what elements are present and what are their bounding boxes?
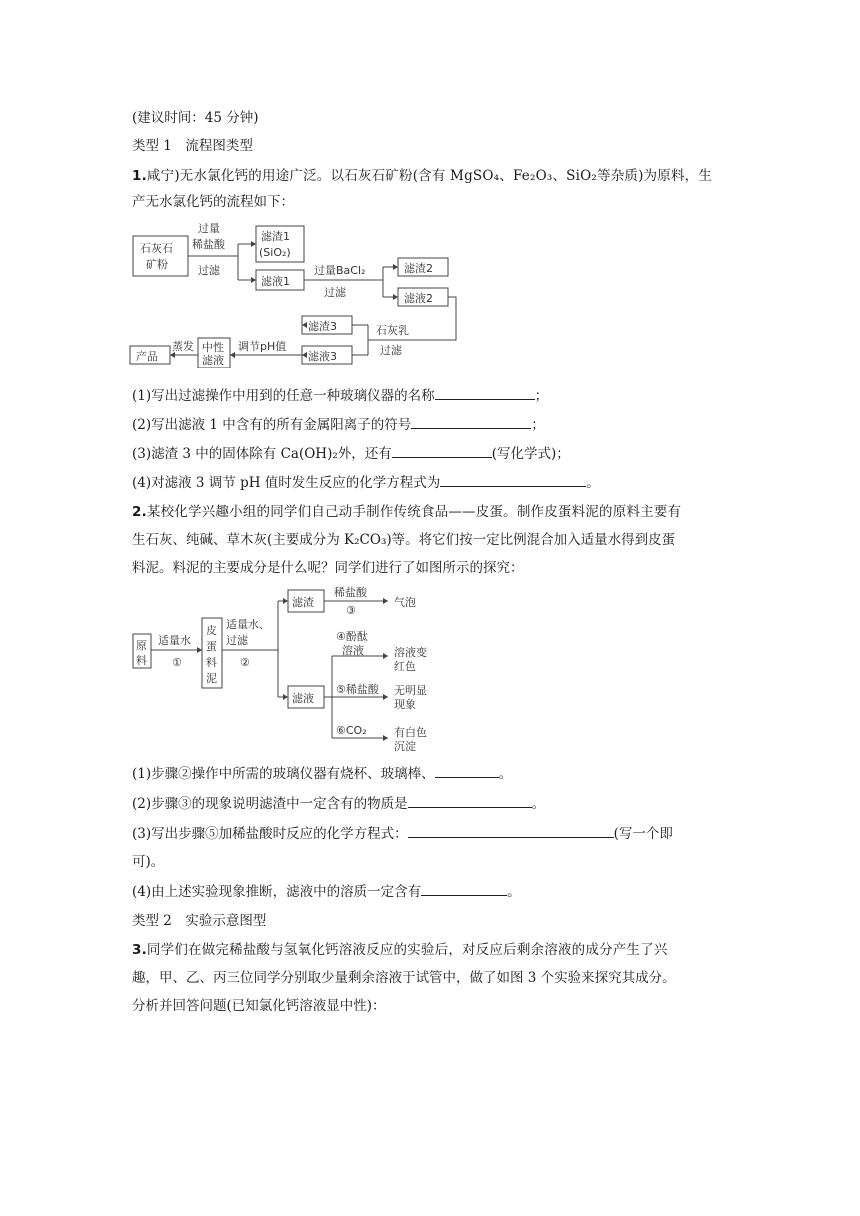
q2-raw2: 料 bbox=[136, 654, 147, 667]
q2-blank4[interactable] bbox=[421, 883, 507, 896]
q2-step2b: 过滤 bbox=[226, 634, 248, 647]
q2-result4a: 溶液变 bbox=[394, 646, 427, 659]
q2-mud3: 料 bbox=[206, 656, 217, 669]
q2-result6a: 有白色 bbox=[394, 726, 427, 739]
q1-product: 产品 bbox=[136, 350, 158, 363]
q1-step3-top: 石灰乳 bbox=[376, 324, 409, 337]
q1-raw-label2: 矿粉 bbox=[146, 258, 168, 271]
q1-residue1: 滤渣1 bbox=[261, 230, 290, 243]
q2-step1: 适量水 bbox=[158, 634, 191, 647]
q1-blank1[interactable] bbox=[435, 387, 535, 400]
q1-sub1: (1)写出过滤操作中用到的任意一种玻璃仪器的名称 ； bbox=[132, 388, 549, 404]
q1-step5: 蒸发 bbox=[172, 340, 194, 353]
q2-filtrate: 滤液 bbox=[292, 692, 314, 705]
q1-neutral2: 滤液 bbox=[202, 354, 224, 367]
q2-intro-line3: 料泥。料泥的主要成分是什么呢？同学们进行了如图所示的探究： bbox=[132, 560, 524, 576]
q1-blank2[interactable] bbox=[411, 416, 531, 429]
q2-number: 2. bbox=[132, 504, 147, 520]
q2-sub2: (2)步骤③的现象说明滤渣中一定含有的物质是 。 bbox=[132, 796, 546, 812]
q2-sub3-cont: 可)。 bbox=[132, 854, 165, 870]
q3-number: 3. bbox=[132, 942, 147, 958]
q2-flow-diagram bbox=[128, 586, 458, 754]
q1-filtrate2: 滤液2 bbox=[404, 292, 433, 305]
q2-intro-line1 bbox=[132, 500, 681, 520]
q1-step1-mid: 稀盐酸 bbox=[192, 238, 225, 251]
q2-sub1: (1)步骤②操作中所需的玻璃仪器有烧杯、玻璃棒、 。 bbox=[132, 766, 513, 782]
q1-intro-text: 咸宁)无水氯化钙的用途广泛。以石灰石矿粉(含有 MgSO₄、Fe₂O₃、SiO₂等杂质)为原料，生 bbox=[146, 168, 713, 184]
q1-step2-top: 过量BaCl₂ bbox=[314, 264, 366, 277]
q2-step3: 稀盐酸 bbox=[334, 586, 367, 599]
q1-step3-bot: 过滤 bbox=[380, 344, 402, 357]
q1-blank4[interactable] bbox=[440, 474, 586, 487]
q2-mud4: 泥 bbox=[206, 672, 217, 685]
q1-number: 1. bbox=[132, 168, 147, 184]
q2-residue: 滤渣 bbox=[292, 596, 314, 609]
type2-title: 类型 2 实验示意图型 bbox=[132, 913, 267, 929]
q2-step2: 适量水、 bbox=[226, 618, 270, 631]
q2-blank1[interactable] bbox=[435, 765, 499, 778]
q2-step4: ④酚酞 bbox=[336, 630, 368, 643]
q1-step1-top: 过量 bbox=[198, 222, 220, 235]
q1-step2-bot: 过滤 bbox=[324, 286, 346, 299]
q1-raw-label: 石灰石 bbox=[140, 242, 173, 255]
q2-result5b: 现象 bbox=[394, 698, 416, 711]
q2-mud1: 皮 bbox=[206, 624, 217, 637]
q2-blank3[interactable] bbox=[408, 825, 614, 838]
q1-residue2: 滤渣2 bbox=[404, 262, 433, 275]
q2-result3: 气泡 bbox=[394, 596, 416, 609]
q1-step4: 调节pH值 bbox=[238, 340, 287, 353]
q1-sub3: (3)滤渣 3 中的固体除有 Ca(OH)₂外，还有 (写化学式)； bbox=[132, 446, 570, 462]
type1-title: 类型 1 流程图类型 bbox=[132, 138, 253, 154]
q2-intro-line2: 生石灰、纯碱、草木灰(主要成分为 K₂CO₃)等。将它们按一定比例混合加入适量水得到皮蛋 bbox=[132, 532, 676, 548]
q2-result5a: 无明显 bbox=[394, 684, 427, 697]
q1-intro-line1 bbox=[132, 164, 712, 184]
suggested-time: (建议时间：45 分钟) bbox=[132, 110, 259, 126]
q1-sub2: (2)写出滤液 1 中含有的所有金属阳离子的符号 ； bbox=[132, 417, 545, 433]
q1-step1-bot: 过滤 bbox=[198, 264, 220, 277]
q1-flow-diagram bbox=[128, 218, 458, 368]
q2-step4b: 溶液 bbox=[342, 644, 364, 657]
q1-residue1-sub: (SiO₂) bbox=[259, 246, 291, 259]
q1-blank3[interactable] bbox=[392, 445, 492, 458]
q3-line2: 趣，甲、乙、丙三位同学分别取少量剩余溶液于试管中，做了如图 3 个实验来探究其成分。 bbox=[132, 970, 676, 986]
q3-line1 bbox=[132, 938, 668, 958]
q3-text: 同学们在做完稀盐酸与氢氧化钙溶液反应的实验后，对反应后剩余溶液的成分产生了兴 bbox=[146, 942, 668, 958]
q2-step2-num: ② bbox=[240, 656, 250, 669]
q3-line3: 分析并回答问题(已知氯化钙溶液显中性)： bbox=[132, 998, 386, 1014]
q2-sub3: (3)写出步骤⑤加稀盐酸时反应的化学方程式： (写一个即 bbox=[132, 826, 673, 842]
q2-step1-num: ① bbox=[172, 656, 182, 669]
q1-neutral1: 中性 bbox=[202, 341, 224, 354]
q2-raw1: 原 bbox=[136, 639, 147, 652]
q1-residue3: 滤渣3 bbox=[308, 320, 337, 333]
q2-mud2: 蛋 bbox=[206, 640, 217, 653]
q2-result4b: 红色 bbox=[394, 660, 416, 673]
q2-blank2[interactable] bbox=[408, 795, 532, 808]
q1-intro-line2: 产无水氯化钙的流程如下： bbox=[132, 194, 294, 210]
q2-result6b: 沉淀 bbox=[394, 740, 416, 753]
q1-filtrate3: 滤液3 bbox=[308, 350, 337, 363]
q1-filtrate1: 滤液1 bbox=[261, 275, 290, 288]
q2-sub4: (4)由上述实验现象推断，滤液中的溶质一定含有 。 bbox=[132, 884, 521, 900]
q2-step5: ⑤稀盐酸 bbox=[336, 683, 379, 696]
q2-step6: ⑥CO₂ bbox=[336, 724, 367, 737]
q2-intro-text: 某校化学兴趣小组的同学们自己动手制作传统食品——皮蛋。制作皮蛋料泥的原料主要有 bbox=[146, 504, 682, 520]
q1-sub4: (4)对滤液 3 调节 pH 值时发生反应的化学方程式为 。 bbox=[132, 475, 600, 491]
q2-step3-num: ③ bbox=[346, 604, 356, 617]
